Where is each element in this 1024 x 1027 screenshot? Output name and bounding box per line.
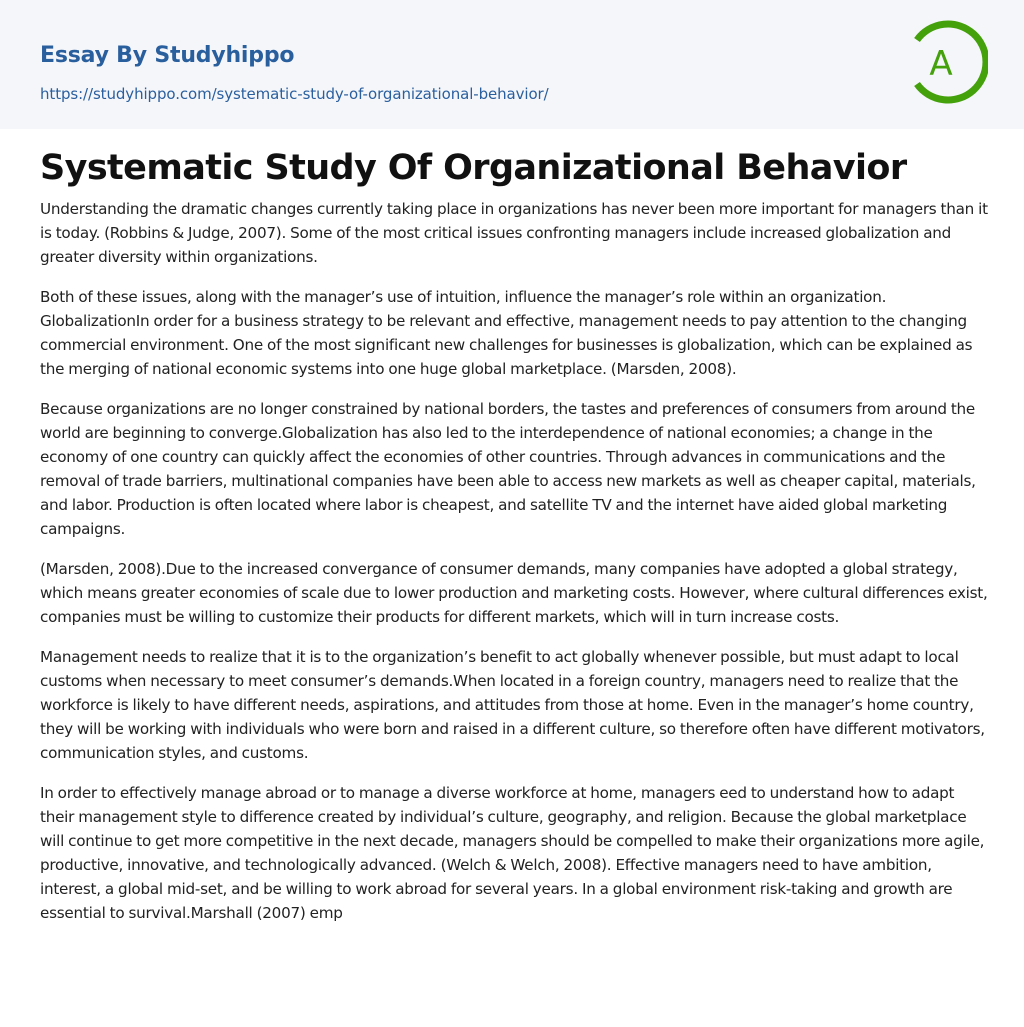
article-paragraph: Because organizations are no longer constrained by national borders, the tastes and preferences of consumers from around the world are beginning to converge.Globalization has also led to the interdependence of national economies; a change in the economy of one country can quickly affect the economies of other countries. Through advances in communications and the removal of trade barriers, multinational companies have been able to access new markets as well as cheaper capital, materials, and labor. Production is often located where labor is cheapest, and satellite TV and the internet have aided global marketing campaigns. — [40, 400, 976, 538]
article — [40, 144, 990, 941]
article-paragraph: Understanding the dramatic changes currently taking place in organizations has never been more important for managers than it is today. (Robbins & Judge, 2007). Some of the most critical issues confronting managers include increased globalization and greater diversity within organizations. — [40, 200, 988, 266]
brand-title: Essay By Studyhippo — [40, 43, 295, 68]
logo-letter: A — [929, 44, 953, 84]
article-title: Systematic Study Of Organizational Behavior — [40, 148, 907, 188]
article-paragraph: Management needs to realize that it is to the organization’s benefit to act globally whenever possible, but must adapt to local customs when necessary to meet consumer’s demands.When located in a foreign country, managers need to realize that the workforce is likely to have different needs, aspirations, and attitudes from those at home. Even in the manager’s home country, they will be working with individuals who were born and raised in a different culture, so therefore often have different motivators, communication styles, and customs. — [40, 648, 985, 762]
studyhippo-logo-icon[interactable] — [904, 20, 988, 104]
source-url-link[interactable]: https://studyhippo.com/systematic-study-of-organizational-behavior/ — [40, 85, 549, 103]
article-paragraph: In order to effectively manage abroad or to manage a diverse workforce at home, managers eed to understand how to adapt their management style to difference created by individual’s culture, geography, and religion. Because the global marketplace will continue to get more competitive in the next decade, managers should be compelled to make their organizations more agile, productive, innovative, and technologically advanced. (Welch & Welch, 2008). Effective managers need to have ambition, interest, a global mid-set, and be willing to work abroad for several years. In a global environment risk-taking and growth are essential to survival.Marshall (2007) emp — [40, 784, 985, 922]
article-paragraph: Both of these issues, along with the manager’s use of intuition, influence the manager’s role within an organization. GlobalizationIn order for a business strategy to be relevant and effective, management needs to pay attention to the changing commercial environment. One of the most significant new challenges for businesses is globalization, which can be explained as the merging of national economic systems into one huge global marketplace. (Marsden, 2008). — [40, 288, 973, 378]
site-header — [0, 0, 1024, 129]
article-paragraph: (Marsden, 2008).Due to the increased convergance of consumer demands, many companies have adopted a global strategy, which means greater economies of scale due to lower production and marketing costs. However, where cultural differences exist, companies must be willing to customize their products for different markets, which will in turn increase costs. — [40, 560, 988, 626]
